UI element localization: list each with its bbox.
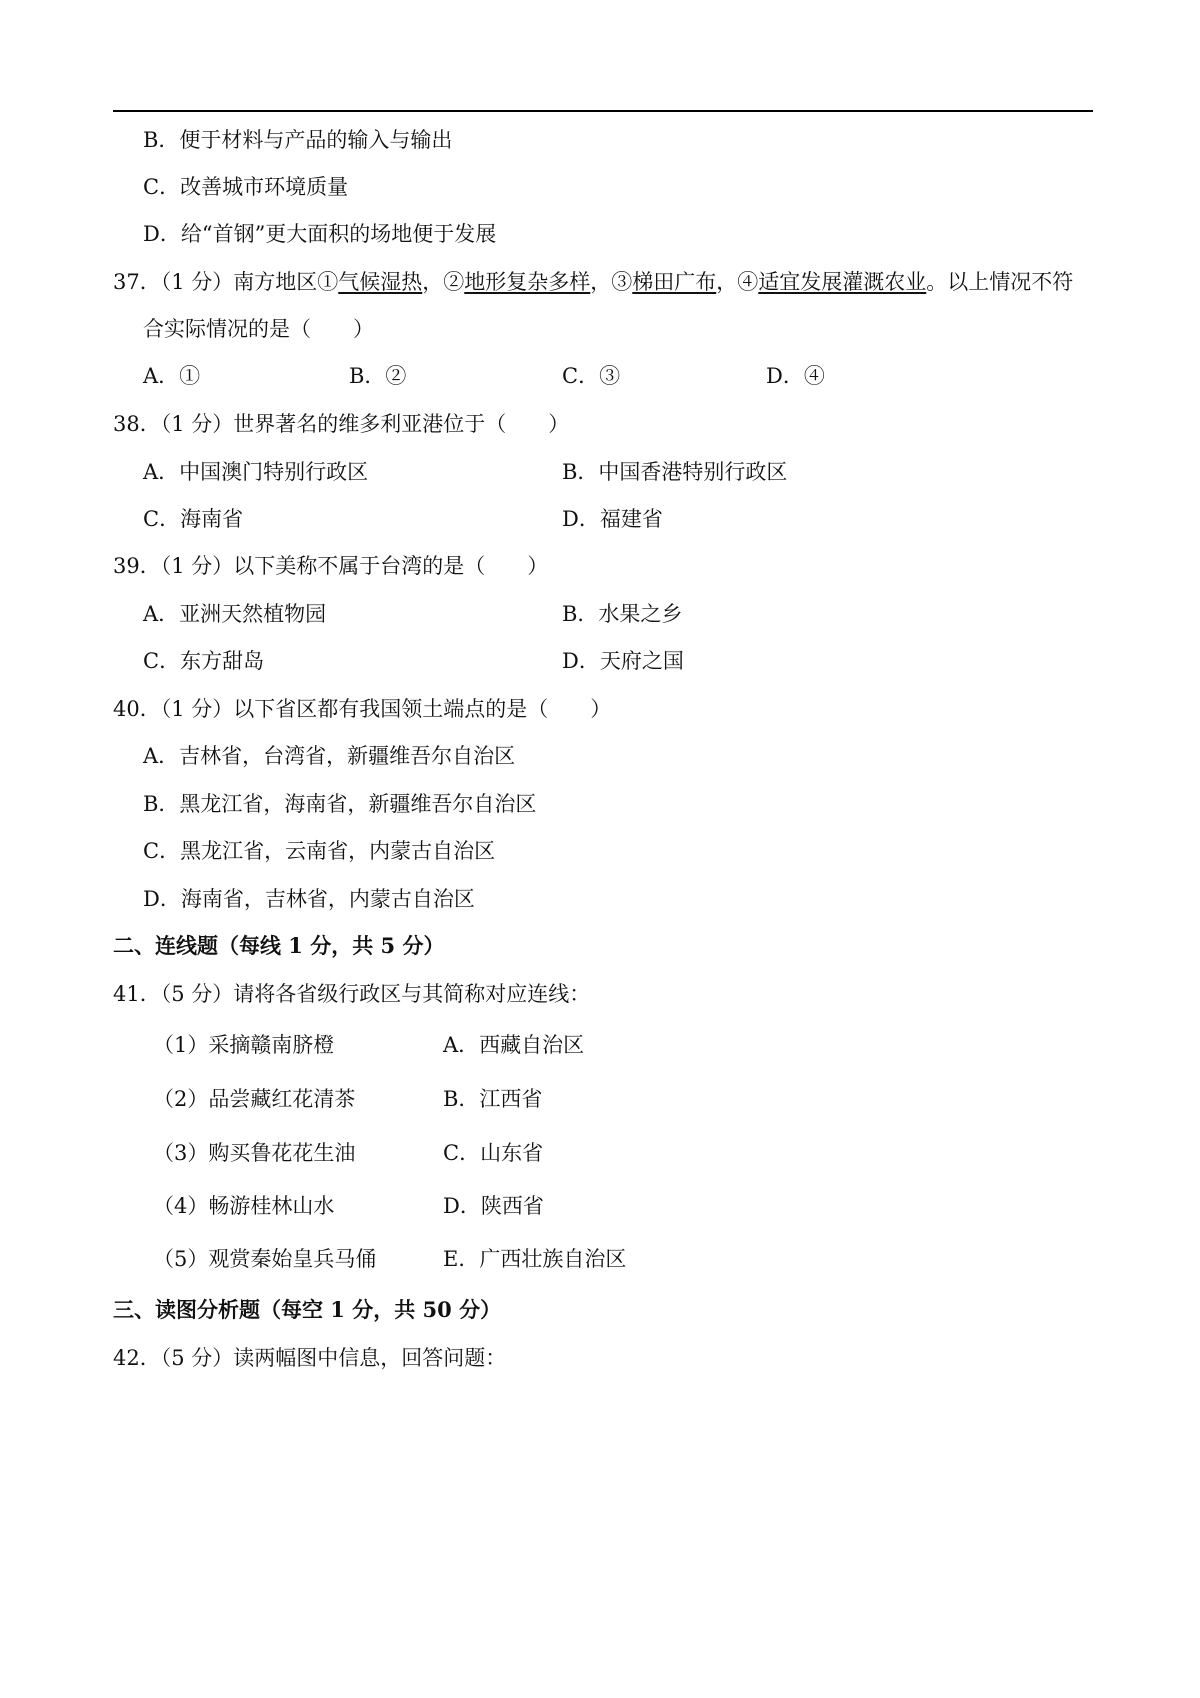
q37-sep-3: ，④	[716, 270, 759, 294]
q37-sep-2: ，③	[590, 270, 633, 294]
header-rule	[113, 110, 1093, 112]
q41-right-e: E．广西壮族自治区	[443, 1247, 627, 1271]
q36-option-c: C．改善城市环境质量	[143, 175, 349, 199]
q37-option-d: D．④	[766, 364, 825, 388]
q38-stem: 38．（1 分）世界著名的维多利亚港位于（ ）	[113, 412, 570, 436]
q40-option-a: A．吉林省，台湾省，新疆维吾尔自治区	[143, 744, 516, 768]
q41-right-d: D．陕西省	[443, 1194, 544, 1218]
q41-left-3: （3）购买鲁花花生油	[153, 1141, 356, 1165]
q40-option-b: B．黑龙江省，海南省，新疆维吾尔自治区	[143, 792, 537, 816]
q39-option-d: D．天府之国	[562, 649, 684, 673]
q39-option-b: B．水果之乡	[562, 602, 683, 626]
q40-option-d: D．海南省，吉林省，内蒙古自治区	[143, 887, 475, 911]
q41-left-2: （2）品尝藏红花清茶	[153, 1087, 356, 1111]
q41-right-c: C．山东省	[443, 1141, 544, 1165]
q38-option-d: D．福建省	[562, 507, 663, 531]
q37-option-c: C．③	[562, 364, 621, 388]
q37-option-a: A．①	[143, 364, 201, 388]
q41-right-a: A．西藏自治区	[443, 1033, 585, 1057]
q37-suffix: 。以上情况不符	[926, 270, 1074, 294]
q41-left-5: （5）观赏秦始皇兵马俑	[153, 1247, 377, 1271]
q41-left-4: （4）畅游桂林山水	[153, 1194, 335, 1218]
q41-right-b: B．江西省	[443, 1087, 543, 1111]
q37-stem-line2: 合实际情况的是（ ）	[143, 317, 374, 341]
q39-stem: 39．（1 分）以下美称不属于台湾的是（ ）	[113, 554, 549, 578]
q37-item-4: 适宜发展灌溉农业	[758, 270, 927, 294]
q41-stem: 41．（5 分）请将各省级行政区与其简称对应连线：	[113, 982, 591, 1006]
q41-left-1: （1）采摘赣南脐橙	[153, 1033, 335, 1057]
q37-item-2: 地形复杂多样	[464, 270, 591, 294]
q38-option-a: A．中国澳门特别行政区	[143, 460, 369, 484]
q37-prefix: 37．（1 分）南方地区①	[113, 270, 339, 294]
q36-option-b: B．便于材料与产品的输入与输出	[143, 128, 453, 152]
section-2-title: 二、连线题（每线 1 分，共 5 分）	[113, 933, 445, 958]
q39-option-a: A．亚洲天然植物园	[143, 602, 327, 626]
section-3-title: 三、读图分析题（每空 1 分，共 50 分）	[113, 1297, 502, 1322]
q37-sep-1: ，②	[422, 270, 465, 294]
q36-option-d: D．给“首钢”更大面积的场地便于发展	[143, 222, 497, 246]
q39-option-c: C．东方甜岛	[143, 649, 265, 673]
q42-stem: 42．（5 分）读两幅图中信息，回答问题：	[113, 1346, 507, 1370]
q38-option-b: B．中国香港特别行政区	[562, 460, 788, 484]
q40-option-c: C．黑龙江省，云南省，内蒙古自治区	[143, 839, 496, 863]
q37-option-b: B．②	[349, 364, 407, 388]
q37-item-1: 气候湿热	[338, 270, 423, 294]
q37-item-3: 梯田广布	[632, 270, 717, 294]
q38-option-c: C．海南省	[143, 507, 244, 531]
q37-stem-line1	[113, 268, 1073, 296]
q40-stem: 40．（1 分）以下省区都有我国领土端点的是（ ）	[113, 697, 612, 721]
